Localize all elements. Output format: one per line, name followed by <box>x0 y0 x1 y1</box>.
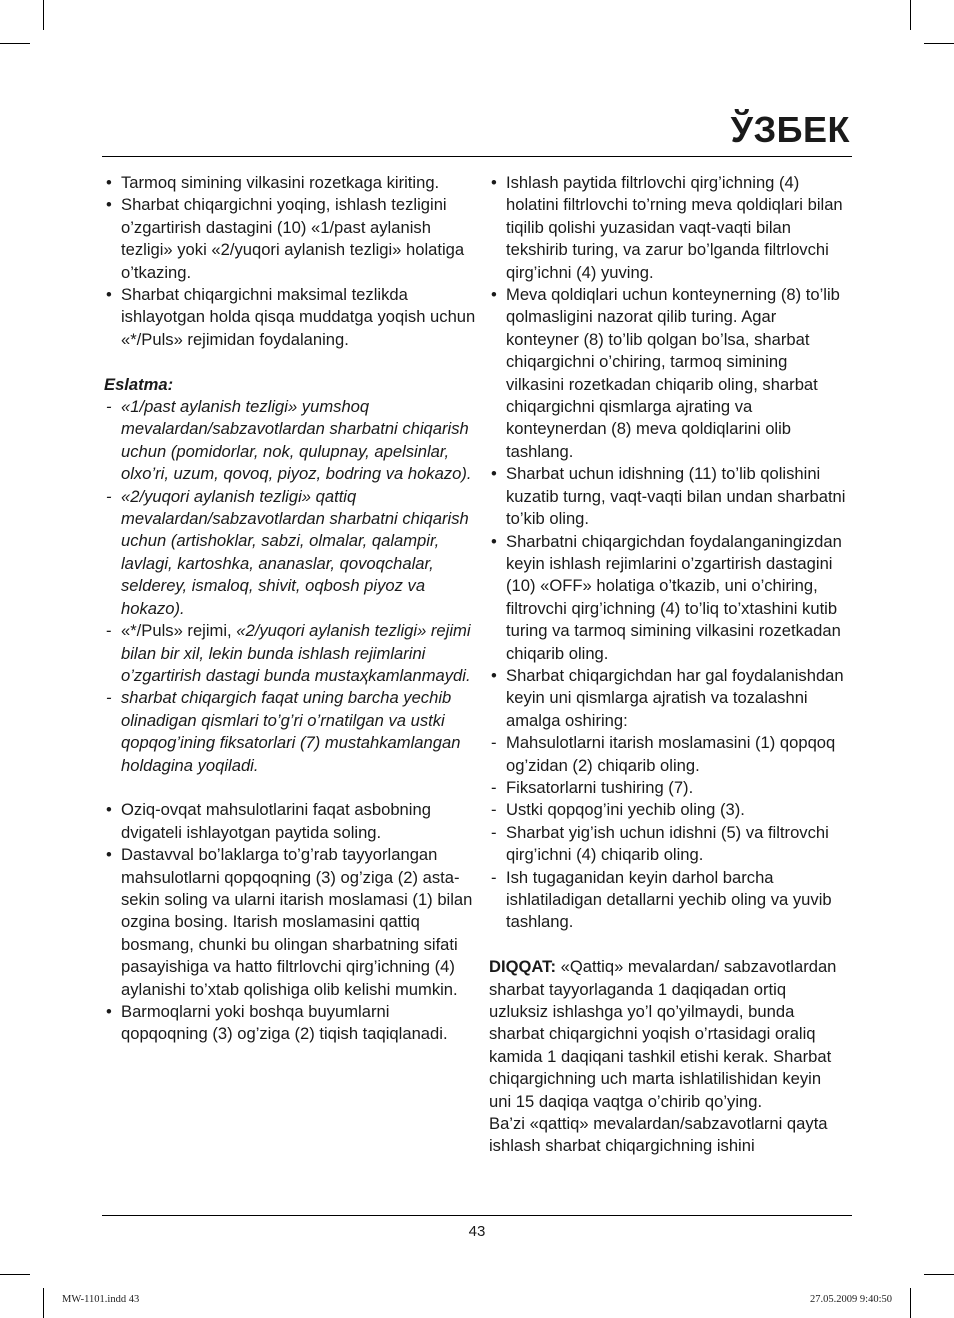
final-paragraph: Ba’zi «qattiq» mevalardan/sabzavotlarni qayta ishlash sharbat chiqargichning ishini <box>489 1114 828 1156</box>
crop-mark <box>910 1288 911 1318</box>
crop-mark <box>43 1288 44 1318</box>
dash-marker: - <box>491 733 497 753</box>
dash-marker: - <box>491 800 497 820</box>
crop-mark <box>43 0 44 30</box>
bullet-marker: • <box>106 173 112 192</box>
header-rule <box>102 156 852 157</box>
list-item <box>489 463 847 530</box>
list-item-text: Meva qoldiqlari uchun konteynerning (8) to’lib qolmasligini nazorat qilib turing. Agar konteyner (8) to’lib qolgan bo’lsa, sharbat chiqargichni o’chiring, tarmoq simining vilkasini rozetkadan chiqarib oling, sharbat chiqargichni qismlarga ajrating va konteynerdan (8) meva qoldiqlarini olib tashlang. <box>506 285 840 461</box>
step-item-text: Fiksatorlarni tushiring (7). <box>506 777 694 797</box>
list-item <box>489 172 847 284</box>
step-item <box>489 732 847 777</box>
note-item <box>104 620 476 687</box>
left-column <box>104 172 476 1046</box>
bullet-marker: • <box>491 464 497 484</box>
list-item-text: Sharbat uchun idishning (11) to’lib qolishini kuzatib turng, vaqt-vaqti bilan undan sharbatni to’kib oling. <box>506 464 846 529</box>
step-item <box>489 777 847 799</box>
note-heading: Eslatma: <box>104 374 174 394</box>
step-item <box>489 822 847 867</box>
crop-mark <box>910 0 911 30</box>
bullet-marker: • <box>491 285 497 305</box>
right-column <box>489 172 847 1158</box>
step-item-text: Ish tugaganidan keyin darhol barcha ishlatiladigan detallarni yechib oling va yuvib tashlang. <box>506 867 832 932</box>
bullet-marker: • <box>106 195 112 215</box>
bullet-marker: • <box>491 531 497 551</box>
bullet-marker: • <box>106 800 112 820</box>
warning-text: «Qattiq» mevalardan/ sabzavotlardan sharbat tayyorlaganda 1 daqiqadan ortiq uzluksiz ishlashga yo’l qo’yilmaydi, bunda sharbat chiqargichni yoqish o’rtasidagi oraliq kamida 1 daqiqani tashkil etishi kerak. Sharbat chiqargichning uch marta ishlatilishidan keyin uni 15 daqiqa vaqtga o’chirib qo’ying. <box>489 957 837 1111</box>
bullet-marker: • <box>106 285 112 305</box>
file-slug: MW-1101.indd 43 <box>62 1294 140 1305</box>
warning-label: DIQQAT: <box>489 957 556 977</box>
note-item-text: «*/Puls» rejimi, <box>121 621 237 641</box>
step-item <box>489 867 847 934</box>
list-item-text: Ishlash paytida filtrlovchi qirg’ichning (4) holatini filtrlovchi to’rning meva qoldiqlari bilan tiqilib qolishi yuzasidan vaqt-vaqti bilan tekshirib turing, va zarur bo’lganda filtrlovchi qirg’ichni (4) yuving. <box>506 173 843 282</box>
note-item <box>104 486 476 620</box>
list-item <box>104 284 476 351</box>
note-item <box>104 396 476 486</box>
list-item-text: Sharbat chiqargichni maksimal tezlikda ishlayotgan holda qisqa muddatga yoqish uchun «*/Puls» rejimidan foydalaning. <box>121 285 476 349</box>
crop-mark <box>0 1274 30 1275</box>
footer-rule <box>102 1215 852 1216</box>
note-item <box>104 687 476 777</box>
list-item-text: Sharbat chiqargichdan har gal foydalanishdan keyin uni qismlarga ajratish va tozalashni amalga oshiring: <box>506 665 844 730</box>
note-item-text-italic: «2/yuqori aylanish tezligi» rejimi bilan bir xil, lekin bunda ishlash rejimlarini o’zgartirish dastagi bunda mustaҳkamlanmaydi. <box>121 621 471 685</box>
dash-marker: - <box>491 822 497 842</box>
list-item <box>104 844 476 1001</box>
list-item-text: Sharbat chiqargichni yoqing, ishlash tezligini o’zgartirish dastagini (10) «1/past aylanish tezligi» yoki «2/yuqori aylanish tezligi» holatiga o’tkazing. <box>121 195 465 282</box>
list-item <box>104 1001 476 1046</box>
list-item <box>104 172 476 194</box>
list-item <box>104 194 476 284</box>
note-item-text: «1/past aylanish tezligi» yumshoq mevalardan/sabzavotlardan sharbatni chiqarish uchun (pomidorlar, nok, qulupnay, apelsinlar, olxo’ri, uzum, qovoq, piyoz, bodring va hokazo). <box>121 397 472 484</box>
list-item-text: Tarmoq simining vilkasini rozetkaga kiriting. <box>121 173 440 192</box>
dash-marker: - <box>106 486 112 506</box>
dash-marker: - <box>491 777 497 797</box>
dash-marker: - <box>106 621 112 641</box>
note-item-text: sharbat chiqargich faqat uning barcha yechib olinadigan qismlari to’g’ri o’rnatilgan va ustki qopqog’ining fiksatorlari (7) mustahkamlangan holdagina yoqiladi. <box>121 688 461 775</box>
crop-mark <box>924 1274 954 1275</box>
list-item <box>489 531 847 665</box>
page-number: 43 <box>468 1223 486 1240</box>
bullet-marker: • <box>106 1002 112 1021</box>
bullet-marker: • <box>491 173 497 192</box>
dash-marker: - <box>106 688 112 708</box>
crop-mark <box>0 43 30 44</box>
list-item <box>489 284 847 463</box>
list-item <box>489 665 847 732</box>
warning-paragraph <box>489 956 847 1113</box>
list-item-text: Dastavval bo’laklarga to’g’rab tayyorlangan mahsulotlarni qopqoqning (3) og’ziga (2) asta-sekin soling va ularni itarish moslamasi (1) bilan ozgina bosing. Itarish moslamasini qattiq bosmang, chunki bu olingan sharbatning sifati pasayishiga va hatto filtrlovchi qirg’ichning (4) aylanishi to’xtab qolishiga olib kelishi mumkin. <box>121 845 473 999</box>
dash-marker: - <box>106 397 112 417</box>
list-item-text: Oziq-ovqat mahsulotlarini faqat asbobning dvigateli ishlayotgan paytida soling. <box>121 800 431 842</box>
list-item <box>104 799 476 844</box>
date-slug: 27.05.2009 9:40:50 <box>810 1294 892 1305</box>
step-item <box>489 799 847 821</box>
step-item-text: Mahsulotlarni itarish moslamasini (1) qopqoq og’zidan (2) chiqarib oling. <box>506 733 836 775</box>
bullet-marker: • <box>106 845 112 865</box>
crop-mark <box>924 43 954 44</box>
step-item-text: Ustki qopqog’ini yechib oling (3). <box>506 800 745 820</box>
page-title: ЎЗБЕК <box>730 109 850 150</box>
note-item-text: «2/yuqori aylanish tezligi» qattiq mevalardan/sabzavotlardan sharbatni chiqarish uchun (artishoklar, sabzi, olmalar, qalampir, lavlagi, kartoshka, ananaslar, qovoqchalar, selderey, ismaloq, shivit, oqbosh piyoz va hokazo). <box>121 486 469 618</box>
dash-marker: - <box>491 867 497 887</box>
step-item-text: Sharbat yig’ish uchun idishni (5) va filtrovchi qirg’ichni (4) chiqarib oling. <box>506 822 829 865</box>
list-item-text: Sharbatni chiqargichdan foydalanganingizdan keyin ishlash rejimlarini o’zgartirish dastagini (10) «OFF» holatiga o’tkazib, uni o’chiring, filtrovchi qirg’ichning (4) to’liq to’xtashini kutib turing va tarmoq simining vilkasini rozetkadan chiqarib oling. <box>506 531 842 663</box>
bullet-marker: • <box>491 665 497 685</box>
list-item-text: Barmoqlarni yoki boshqa buyumlarni qopqoqning (3) og’ziga (2) tiqish taqiqlanadi. <box>121 1002 448 1044</box>
